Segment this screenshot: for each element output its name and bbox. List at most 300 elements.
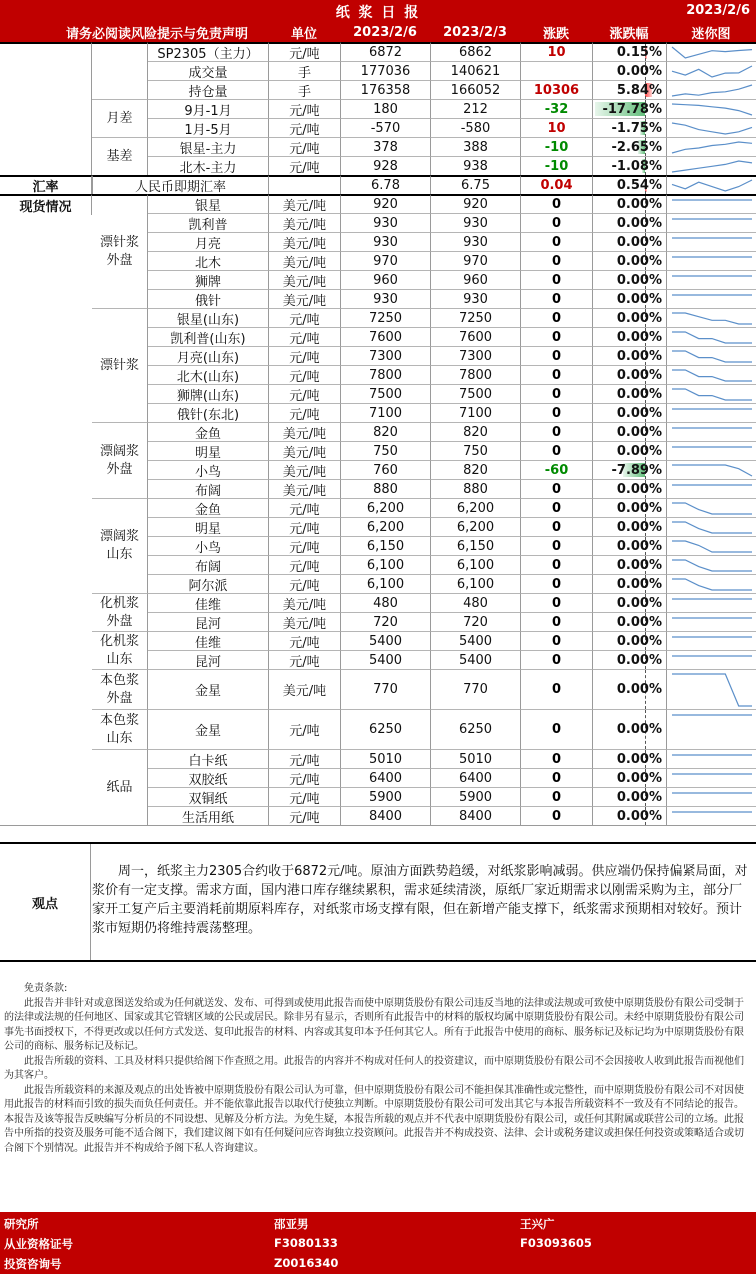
row-sparkline (666, 118, 756, 137)
row-name: 金星 (148, 669, 268, 709)
row-value-current: 930 (340, 232, 430, 251)
footer (0, 1212, 756, 1274)
row-change-pct (592, 99, 666, 118)
sparkline-chart (670, 311, 754, 326)
row-value-current: 6,200 (340, 498, 430, 517)
row-change-pct (592, 213, 666, 232)
row-change: 0 (520, 709, 592, 749)
row-unit: 美元/吨 (268, 479, 340, 498)
row-change: 0.04 (520, 175, 592, 194)
row-value-current: 5900 (340, 787, 430, 806)
sparkline-line (672, 161, 752, 172)
sparkline-chart (670, 159, 754, 174)
row-name: 北木(山东) (148, 365, 268, 384)
row-change-pct (592, 194, 666, 213)
row-value-current: 930 (340, 213, 430, 232)
row-sparkline (666, 441, 756, 460)
row-change-pct (592, 749, 666, 768)
row-change-pct (592, 118, 666, 137)
group-label (92, 42, 148, 99)
analyst2-qualification: F03093605 (520, 1236, 592, 1250)
row-name: 金星 (148, 709, 268, 749)
row-change-pct (592, 251, 666, 270)
row-value-current: 480 (340, 593, 430, 612)
row-value-previous: 7800 (430, 365, 520, 384)
row-value-current: 7800 (340, 365, 430, 384)
row-change: -60 (520, 460, 592, 479)
row-change: 0 (520, 251, 592, 270)
row-sparkline (666, 479, 756, 498)
row-sparkline (666, 251, 756, 270)
row-value-current: 960 (340, 270, 430, 289)
group-label: 化机浆 山东 (92, 631, 148, 669)
row-change: 0 (520, 536, 592, 555)
row-name: 布阔 (148, 555, 268, 574)
row-name: 1月-5月 (148, 118, 268, 137)
row-change: 0 (520, 650, 592, 669)
row-change-pct (592, 403, 666, 422)
sparkline-chart (670, 482, 754, 497)
row-change-pct (592, 709, 666, 749)
row-change-pct-text: 5.84% (616, 82, 662, 98)
row-value-current: 177036 (340, 61, 430, 80)
row-unit: 美元/吨 (268, 232, 340, 251)
row-sparkline (666, 365, 756, 384)
row-change: 0 (520, 365, 592, 384)
row-value-previous: 166052 (430, 80, 520, 99)
row-value-previous: 960 (430, 270, 520, 289)
row-value-current: 6250 (340, 709, 430, 749)
group-label: 本色浆 山东 (92, 709, 148, 749)
row-name: 人民币即期汇率 (92, 175, 268, 194)
row-value-current: 6,150 (340, 536, 430, 555)
row-change-pct-text: 0.00% (616, 722, 662, 737)
row-change-pct-text: -1.75% (611, 120, 662, 136)
row-sparkline (666, 194, 756, 213)
row-unit: 元/吨 (268, 787, 340, 806)
row-change-pct (592, 479, 666, 498)
row-sparkline (666, 384, 756, 403)
row-sparkline (666, 156, 756, 175)
row-value-previous: 938 (430, 156, 520, 175)
sparkline-chart (670, 83, 754, 98)
row-name: 持仓量 (148, 80, 268, 99)
row-name: 阿尔派 (148, 574, 268, 593)
row-sparkline (666, 80, 756, 99)
row-sparkline (666, 327, 756, 346)
row-value-previous: 930 (430, 213, 520, 232)
row-value-current: 720 (340, 612, 430, 631)
disclaimer (4, 982, 752, 1156)
row-value-previous: 930 (430, 232, 520, 251)
row-sparkline (666, 749, 756, 768)
row-value-current: 7600 (340, 327, 430, 346)
row-change-pct-text: 0.54% (616, 178, 662, 193)
row-change-pct (592, 80, 666, 99)
row-value-current: 820 (340, 422, 430, 441)
row-value-previous: 7250 (430, 308, 520, 327)
row-value-current: 7100 (340, 403, 430, 422)
row-name: 金鱼 (148, 422, 268, 441)
row-change-pct (592, 232, 666, 251)
sparkline-chart (670, 121, 754, 136)
row-unit: 元/吨 (268, 137, 340, 156)
row-sparkline (666, 232, 756, 251)
row-change: 0 (520, 593, 592, 612)
sparkline-chart (670, 752, 754, 767)
row-value-current: 7300 (340, 346, 430, 365)
row-unit: 元/吨 (268, 118, 340, 137)
row-unit (268, 175, 340, 194)
row-change: 0 (520, 270, 592, 289)
row-change-pct (592, 270, 666, 289)
row-sparkline (666, 42, 756, 61)
sparkline-line (672, 503, 752, 514)
row-change-pct-text: 0.00% (616, 367, 662, 383)
row-change-pct-text: 0.00% (616, 63, 662, 79)
data-table (0, 22, 756, 842)
row-change-pct (592, 346, 666, 365)
sparkline-line (672, 674, 752, 706)
group-label: 基差 (92, 137, 148, 175)
row-change: 0 (520, 232, 592, 251)
row-value-previous: 140621 (430, 61, 520, 80)
row-unit: 元/吨 (268, 498, 340, 517)
row-value-current: 5400 (340, 631, 430, 650)
row-sparkline (666, 536, 756, 555)
row-change: -10 (520, 156, 592, 175)
row-change: 0 (520, 555, 592, 574)
row-unit: 美元/吨 (268, 422, 340, 441)
row-value-previous: 5900 (430, 787, 520, 806)
row-name: 明星 (148, 517, 268, 536)
sparkline-chart (670, 672, 754, 708)
row-name: 昆河 (148, 650, 268, 669)
group-label: 漂针浆 (92, 308, 148, 422)
row-value-previous: 720 (430, 612, 520, 631)
risk-notice-header[interactable]: 请务必阅读风险提示与免责声明 (0, 22, 268, 42)
consult-label: 投资咨询号 (4, 1257, 62, 1271)
row-unit: 元/吨 (268, 574, 340, 593)
row-sparkline (666, 709, 756, 749)
sparkline-chart (670, 64, 754, 79)
row-value-current: 760 (340, 460, 430, 479)
row-change-pct-text: 0.00% (616, 443, 662, 459)
row-value-previous: 7300 (430, 346, 520, 365)
sparkline-line (672, 541, 752, 552)
row-change: 0 (520, 806, 592, 825)
row-value-previous: 6,150 (430, 536, 520, 555)
group-label: 化机浆 外盘 (92, 593, 148, 631)
row-change-pct-text: 0.00% (616, 519, 662, 535)
row-change-pct-text: 0.00% (616, 272, 662, 288)
row-unit: 元/吨 (268, 42, 340, 61)
row-name: 狮牌(山东) (148, 384, 268, 403)
row-change-pct-text: 0.00% (616, 329, 662, 345)
sparkline-chart (670, 368, 754, 383)
row-change: 0 (520, 612, 592, 631)
row-value-previous: 930 (430, 289, 520, 308)
row-change-pct-text: -17.78% (602, 101, 662, 117)
row-change: 10 (520, 42, 592, 61)
row-change: 0 (520, 194, 592, 213)
row-change-pct-text: 0.00% (616, 481, 662, 497)
row-change-pct (592, 156, 666, 175)
row-value-current: 5010 (340, 749, 430, 768)
row-change-pct (592, 327, 666, 346)
row-value-current: 6,100 (340, 555, 430, 574)
row-unit: 元/吨 (268, 346, 340, 365)
sparkline-line (672, 370, 752, 381)
row-name: 小鸟 (148, 460, 268, 479)
row-change: 0 (520, 749, 592, 768)
row-unit: 元/吨 (268, 806, 340, 825)
row-sparkline (666, 806, 756, 825)
row-change-pct-text: 0.00% (616, 770, 662, 786)
row-value-current: 750 (340, 441, 430, 460)
row-unit: 元/吨 (268, 156, 340, 175)
sparkline-line (672, 560, 752, 571)
row-unit: 元/吨 (268, 709, 340, 749)
table-bottom-border (0, 825, 756, 826)
row-sparkline (666, 308, 756, 327)
row-unit: 元/吨 (268, 517, 340, 536)
opinion-text: 周一，纸浆主力2305合约收于6872元/吨。原油方面跌势趋缓，对纸浆影响减弱。供应端仍保持偏紧局面，对浆价有一定支撑。需求方面，国内港口库存继续累积，需求延续清淡，原纸厂家近期需求以刚需采购为主，部分厂家开工复产后主要消耗前期原料库存，对纸浆市场支撑有限，但在新增产能支撑下，纸浆需求预期相对较好。预计浆市短期仍将维持震荡整理。 (92, 864, 748, 936)
row-change-pct-text: 0.00% (616, 595, 662, 611)
opinion-label: 观点 (0, 844, 91, 960)
row-change-pct (592, 498, 666, 517)
sparkline-chart (670, 349, 754, 364)
row-value-previous: 6,100 (430, 574, 520, 593)
row-change: 0 (520, 422, 592, 441)
row-name: 月亮 (148, 232, 268, 251)
report-title: 纸 浆 日 报 (335, 5, 421, 21)
row-change: 0 (520, 669, 592, 709)
row-value-current: 970 (340, 251, 430, 270)
row-change-pct (592, 365, 666, 384)
row-value-current: 180 (340, 99, 430, 118)
row-change: 10 (520, 118, 592, 137)
row-value-previous: 480 (430, 593, 520, 612)
row-change: 0 (520, 631, 592, 650)
row-unit: 元/吨 (268, 403, 340, 422)
disclaimer-paragraph: 此报告并非针对或意图送发给或为任何就送发、发布、可得到或使用此报告而使中原期货股份有限公司违反当地的法律或法规或可致使中原期货股份有限公司受制于的法律或法规的任何地区、国家或其它管辖区域的公民或居民。除非另有显示，否则所有此报告中的材料的版权均属中原期货股份有限公司。未经中原期货股份有限公司事先书面授权下，不得更改或以任何方式发送、复印此报告的材料、内容或其复印本予任何其它人。所有于此报告中使用的商标、服务标记及标记均为中原期货股份有限公司的商标、服务标记及标记。 (4, 997, 744, 1052)
row-unit: 元/吨 (268, 555, 340, 574)
row-sparkline (666, 631, 756, 650)
row-change: 0 (520, 213, 592, 232)
sparkline-chart (670, 596, 754, 611)
row-change: 10306 (520, 80, 592, 99)
sparkline-chart (670, 425, 754, 440)
row-sparkline (666, 270, 756, 289)
sparkline-chart (670, 539, 754, 554)
row-value-previous: 6400 (430, 768, 520, 787)
row-name: 成交量 (148, 61, 268, 80)
row-change: 0 (520, 517, 592, 536)
row-unit: 元/吨 (268, 308, 340, 327)
row-value-previous: 880 (430, 479, 520, 498)
sparkline-chart (670, 790, 754, 805)
row-change-pct-text: 0.00% (616, 215, 662, 231)
row-value-previous: 7600 (430, 327, 520, 346)
row-unit: 元/吨 (268, 650, 340, 669)
sparkline-line (672, 104, 752, 115)
row-value-current: 8400 (340, 806, 430, 825)
row-change-pct (592, 806, 666, 825)
sparkline-chart (670, 235, 754, 250)
row-change-pct (592, 61, 666, 80)
row-unit: 美元/吨 (268, 213, 340, 232)
row-change-pct (592, 42, 666, 61)
sparkline-line (672, 332, 752, 343)
row-value-previous: 388 (430, 137, 520, 156)
row-name: 月亮(山东) (148, 346, 268, 365)
row-change-pct-text: 0.00% (616, 682, 662, 697)
row-change-pct (592, 441, 666, 460)
row-name: 白卡纸 (148, 749, 268, 768)
row-name: SP2305（主力） (148, 42, 268, 61)
row-sparkline (666, 422, 756, 441)
unit-column-header: 单位 (268, 22, 340, 42)
row-value-previous: 5400 (430, 631, 520, 650)
row-change: 0 (520, 574, 592, 593)
row-change-pct (592, 422, 666, 441)
row-change-pct-text: 0.00% (616, 405, 662, 421)
row-change-pct-text: 0.00% (616, 424, 662, 440)
row-value-current: 6872 (340, 42, 430, 61)
group-label: 漂阔浆 外盘 (92, 422, 148, 498)
row-change-pct (592, 460, 666, 479)
row-change-pct-text: 0.00% (616, 310, 662, 326)
analyst1-qualification: F3080133 (274, 1236, 338, 1250)
row-value-previous: 5010 (430, 749, 520, 768)
row-change-pct-text: 0.00% (616, 614, 662, 630)
row-unit: 元/吨 (268, 631, 340, 650)
row-unit: 元/吨 (268, 768, 340, 787)
sparkline-chart (670, 102, 754, 117)
institute-label: 研究所 (4, 1217, 39, 1231)
sparkline-line (672, 465, 752, 476)
sparkline-chart (670, 197, 754, 212)
row-value-current: 6,200 (340, 517, 430, 536)
sparkline-chart (670, 406, 754, 421)
change-column-header: 涨跌 (520, 22, 592, 42)
row-name: 俄针 (148, 289, 268, 308)
row-sparkline (666, 669, 756, 709)
row-change-pct (592, 612, 666, 631)
row-name: 银星-主力 (148, 137, 268, 156)
row-value-current: 176358 (340, 80, 430, 99)
sparkline-chart (670, 809, 754, 824)
row-name: 小鸟 (148, 536, 268, 555)
row-change-pct-text: 0.00% (616, 234, 662, 250)
section-label (0, 42, 92, 175)
date2-column-header: 2023/2/3 (430, 22, 520, 42)
sparkline-line (672, 389, 752, 400)
sparkline-line (672, 66, 752, 77)
row-sparkline (666, 593, 756, 612)
row-value-current: 6400 (340, 768, 430, 787)
row-value-current: 930 (340, 289, 430, 308)
row-unit: 美元/吨 (268, 194, 340, 213)
row-value-previous: 7100 (430, 403, 520, 422)
sparkline-chart (670, 292, 754, 307)
row-change (520, 61, 592, 80)
sparkline-line (672, 142, 752, 153)
row-change-pct (592, 137, 666, 156)
row-sparkline (666, 99, 756, 118)
row-change: 0 (520, 498, 592, 517)
sparkline-chart (670, 771, 754, 786)
sparkline-chart (670, 254, 754, 269)
row-change: 0 (520, 384, 592, 403)
sparkline-chart (670, 273, 754, 288)
row-unit: 美元/吨 (268, 251, 340, 270)
row-value-current: 378 (340, 137, 430, 156)
row-sparkline (666, 346, 756, 365)
row-value-previous: 970 (430, 251, 520, 270)
sparkline-line (672, 579, 752, 590)
sparkline-chart (670, 463, 754, 478)
row-value-current: 5400 (340, 650, 430, 669)
row-change-pct-text: 0.00% (616, 751, 662, 767)
row-value-previous: 6,200 (430, 498, 520, 517)
row-change: 0 (520, 327, 592, 346)
row-unit: 美元/吨 (268, 289, 340, 308)
sparkline-chart (670, 634, 754, 649)
analyst2-name: 王兴广 (520, 1217, 555, 1231)
row-change: 0 (520, 441, 592, 460)
row-sparkline (666, 213, 756, 232)
row-unit: 元/吨 (268, 99, 340, 118)
row-value-previous: 212 (430, 99, 520, 118)
row-unit: 美元/吨 (268, 612, 340, 631)
row-sparkline (666, 612, 756, 631)
row-name: 金鱼 (148, 498, 268, 517)
group-label: 纸品 (92, 749, 148, 825)
analyst1-name: 邵亚男 (274, 1217, 309, 1231)
row-sparkline (666, 61, 756, 80)
row-name: 凯利普(山东) (148, 327, 268, 346)
row-change-pct-text: 0.00% (616, 386, 662, 402)
group-label: 漂阔浆 山东 (92, 498, 148, 593)
row-value-previous: 820 (430, 460, 520, 479)
row-change: 0 (520, 346, 592, 365)
row-change-pct (592, 555, 666, 574)
sparkline-chart (670, 387, 754, 402)
sparkline-line (672, 522, 752, 533)
disclaimer-title: 免责条款: (24, 983, 68, 994)
row-unit: 元/吨 (268, 536, 340, 555)
row-change-pct (592, 536, 666, 555)
row-change-pct-text: 0.00% (616, 500, 662, 516)
row-change-pct (592, 650, 666, 669)
section-label: 汇率 (0, 175, 92, 194)
row-change: -10 (520, 137, 592, 156)
row-sparkline (666, 517, 756, 536)
sparkline-line (672, 180, 752, 191)
change-pct-column-header: 涨跌幅 (592, 22, 666, 42)
row-unit: 元/吨 (268, 749, 340, 768)
row-name: 北木 (148, 251, 268, 270)
row-sparkline (666, 137, 756, 156)
row-value-current: 6.78 (340, 175, 430, 194)
row-value-previous: 6862 (430, 42, 520, 61)
row-unit: 元/吨 (268, 384, 340, 403)
row-unit: 美元/吨 (268, 270, 340, 289)
qualification-label: 从业资格证号 (4, 1237, 73, 1251)
row-change: 0 (520, 479, 592, 498)
